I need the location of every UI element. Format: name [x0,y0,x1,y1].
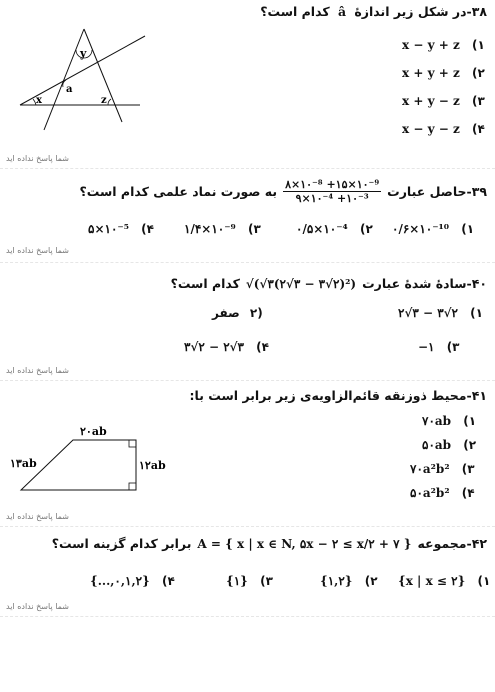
option-text: ۰/۵×۱۰⁻⁴ [296,222,348,236]
option-text: −۱ [418,340,435,354]
option-number: (۳ [446,340,460,354]
option-text: ۱/۴×۱۰⁻⁹ [184,222,236,236]
option-text: {x | x ≤ ۲} [398,574,466,588]
option-text: x + y − z [402,94,460,108]
option-text: {۱,۲} [320,574,353,588]
option-text: ۲√۳ − ۳√۲ [398,306,458,320]
q42-stem [52,536,487,551]
q39-fraction [283,178,381,205]
q38-figure [12,22,147,137]
q38-stem [260,4,487,19]
q42-no-answer: شما پاسخ نداده اید [6,602,69,611]
option-text: ۷۰ab [422,414,452,428]
right-angle-mark-top [129,440,136,447]
q40-stem-start: ۴۰-سادهٔ شدهٔ عبارت [362,276,487,291]
divider [0,380,495,381]
option-text: ۳√۲ − ۲√۳ [184,340,244,354]
option-number: (۲ [364,574,378,588]
option-text: x − y + z [402,38,460,52]
q40-option-3[interactable] [418,340,460,354]
q39-numerator: ۸×۱۰⁻⁸ +۱۵×۱۰⁻⁹ [285,178,380,191]
q41-no-answer: شما پاسخ نداده اید [6,512,69,521]
option-number: (۴ [256,340,269,354]
option-number: (۳ [248,222,261,236]
option-text: {...,۰,۱,۲} [90,574,150,588]
option-text: ۵۰a²b² [410,486,450,500]
q39-option-3[interactable] [184,222,261,236]
q41-option-4[interactable] [410,486,475,500]
option-number: (۱ [477,574,491,588]
divider [0,168,495,169]
q42-set-expression: A = { x | x ∈ N, ۵x − ۲ ≤ x/۲ + ۷ } [197,536,412,551]
q40-option-4[interactable] [184,340,269,354]
q38-option-2[interactable] [402,66,485,80]
option-number: (۲ [463,438,477,452]
figure-label-y: y [80,47,87,60]
q41-option-1[interactable] [422,414,476,428]
q39-option-4[interactable] [88,222,154,236]
q39-denominator: ۹×۱۰⁻⁴ +۱۰⁻³ [295,192,369,205]
q38-option-1[interactable] [402,38,485,52]
label-top: ۲۰ab [80,425,107,438]
option-number: (۱ [470,306,483,320]
divider [0,262,495,263]
option-number: (۱ [463,414,477,428]
q42-option-2[interactable] [320,574,378,588]
q42-option-3[interactable] [226,574,273,588]
right-angle-mark-bottom [129,483,136,490]
q39-stem [80,178,488,205]
q38-stem-symbol: â [337,4,347,19]
q38-option-4[interactable] [402,122,485,136]
option-number: (۴ [461,486,475,500]
q42-option-4[interactable] [90,574,175,588]
q40-expression: √(√۳(۲√۳ − ۳√۲)²) [245,276,357,291]
q38-stem-text: ۳۸-در شکل زیر اندازهٔ [354,4,487,19]
label-left: ۱۳ab [10,457,37,470]
option-text: ۷۰a²b² [410,462,450,476]
option-number: (۳ [260,574,273,588]
option-number: (۲ [471,66,485,80]
q41-option-3[interactable] [410,462,475,476]
option-number: (۲ [360,222,373,236]
option-number: (۳ [461,462,475,476]
figure-label-x: x [36,95,42,106]
q40-stem [171,276,487,291]
q40-no-answer: شما پاسخ نداده اید [6,366,69,375]
option-text: x + y + z [402,66,460,80]
q40-stem-end: کدام است؟ [170,276,240,291]
q41-stem: ۴۱-محیط ذوزنقه قائم‌الزاویه‌ی زیر برابر است با: [189,388,487,403]
divider [0,526,495,527]
figure-left-side [44,29,84,130]
option-text: x − y − z [402,122,460,136]
option-number: (۴ [471,122,485,136]
figure-label-z: z [101,95,107,106]
q39-stem-start: ۳۹-حاصل عبارت [387,184,487,199]
figure-right-side [84,29,122,122]
q41-option-2[interactable] [422,438,476,452]
q39-option-1[interactable] [392,222,474,236]
q39-stem-end: به صورت نماد علمی کدام است؟ [79,184,278,199]
option-number: (۲ [249,306,263,320]
option-text: صفر [212,306,240,320]
q38-no-answer: شما پاسخ نداده اید [6,154,69,163]
q42-stem-end: برابر کدام گزینه است؟ [51,536,192,551]
option-text: ۵۰ab [422,438,452,452]
trapezoid-shape [21,440,136,490]
q39-option-2[interactable] [296,222,373,236]
q39-no-answer: شما پاسخ نداده اید [6,246,69,255]
option-number: (۱ [471,38,485,52]
q42-option-1[interactable] [398,574,490,588]
q38-option-3[interactable] [402,94,485,108]
option-text: {۱} [226,574,248,588]
option-number: (۴ [162,574,175,588]
q38-stem-end: کدام است؟ [260,4,330,19]
option-text: ۵×۱۰⁻⁵ [88,222,129,236]
q40-option-1[interactable] [398,306,483,320]
label-right: ۱۲ab [139,459,166,472]
option-number: (۳ [471,94,485,108]
figure-label-a: a [66,84,73,95]
option-number: (۴ [141,222,154,236]
option-text: ۰/۶×۱۰⁻¹⁰ [392,222,450,236]
q42-stem-start: ۴۲-مجموعه [417,536,487,551]
option-number: (۱ [461,222,475,236]
q41-trapezoid-figure [8,420,168,500]
divider [0,616,495,617]
q40-option-2[interactable] [212,306,263,320]
